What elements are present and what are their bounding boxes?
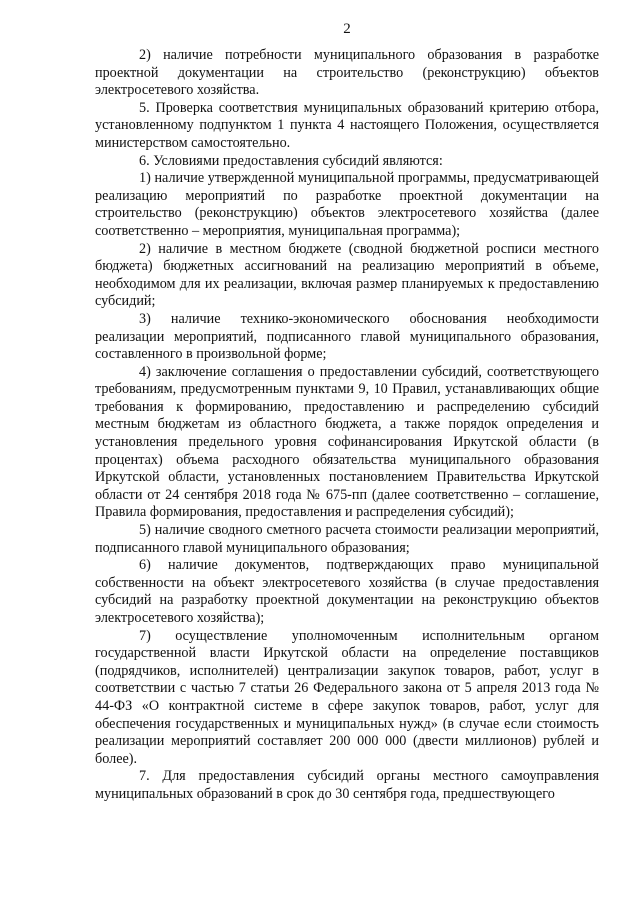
- paragraph-condition-6: 6) наличие документов, подтверждающих право муниципальной собственности на объект электросетевого хозяйства (в случае предоставления субсидий на разработку проектной документации на реконструкцию объектов электросетевого хозяйства);: [95, 557, 599, 626]
- paragraph-condition-1: 1) наличие утвержденной муниципальной программы, предусматривающей реализацию мероприятий по разработке проектной документации на строительство (реконструкцию) объектов электросетевого хозяйства (далее соответственно – мероприятия, муниципальная программа);: [95, 170, 599, 239]
- paragraph-condition-2: 2) наличие в местном бюджете (сводной бюджетной росписи местного бюджета) бюджетных ассигнований на реализацию мероприятий в объеме, необходимом для их реализации, включая размер планируемых к предоставлению субсидий;: [95, 240, 599, 310]
- paragraph-condition-3: 3) наличие технико-экономического обоснования необходимости реализации мероприятий, подписанного главой муниципального образования, составленного в произвольной форме;: [95, 310, 599, 363]
- paragraph-condition-5: 5) наличие сводного сметного расчета стоимости реализации мероприятий, подписанного главой муниципального образования;: [95, 522, 599, 556]
- paragraph-clause-7: 7. Для предоставления субсидий органы местного самоуправления муниципальных образований в срок до 30 сентября года, предшествующего: [95, 768, 599, 802]
- document-page: [95, 20, 599, 890]
- paragraph-condition-4: 4) заключение соглашения о предоставлении субсидий, соответствующего требованиям, предусмотренным пунктами 9, 10 Правил, устанавливающих общие требования к формированию, предоставлению и распределению субсидий местным бюджетам из областного бюджета, а также порядок определения и установления предельного уровня софинансирования Иркутской области (в процентах) объема расходного обязательства муниципального образования Иркутской области, установленных постановлением Правительства Иркутской области от 24 сентября 2018 года № 675-пп (далее соответственно – соглашение, Правила формирования, предоставления и распределения субсидий);: [95, 363, 599, 521]
- paragraph-clause-5: 5. Проверка соответствия муниципальных образований критерию отбора, установленному подпунктом 1 пункта 4 настоящего Положения, осуществляется министерством самостоятельно.: [95, 99, 599, 151]
- paragraph-item-2: 2) наличие потребности муниципального образования в разработке проектной документации на строительство (реконструкцию) объектов электросетевого хозяйства.: [95, 47, 599, 99]
- page-number: 2: [343, 21, 351, 37]
- paragraph-condition-7: 7) осуществление уполномоченным исполнительным органом государственной власти Иркутской области на определение поставщиков (подрядчиков, исполнителей) централизации закупок товаров, работ, услуг в соответствии с частью 7 статьи 26 Федерального закона от 5 апреля 2013 года № 44-ФЗ «О контрактной системе в сфере закупок товаров, работ, услуг для обеспечения государственных и муниципальных нужд» (в случае если стоимость реализации мероприятий составляет 200 000 000 (двести миллионов) рублей и более).: [95, 627, 599, 767]
- paragraph-clause-6: 6. Условиями предоставления субсидий являются:: [139, 152, 443, 169]
